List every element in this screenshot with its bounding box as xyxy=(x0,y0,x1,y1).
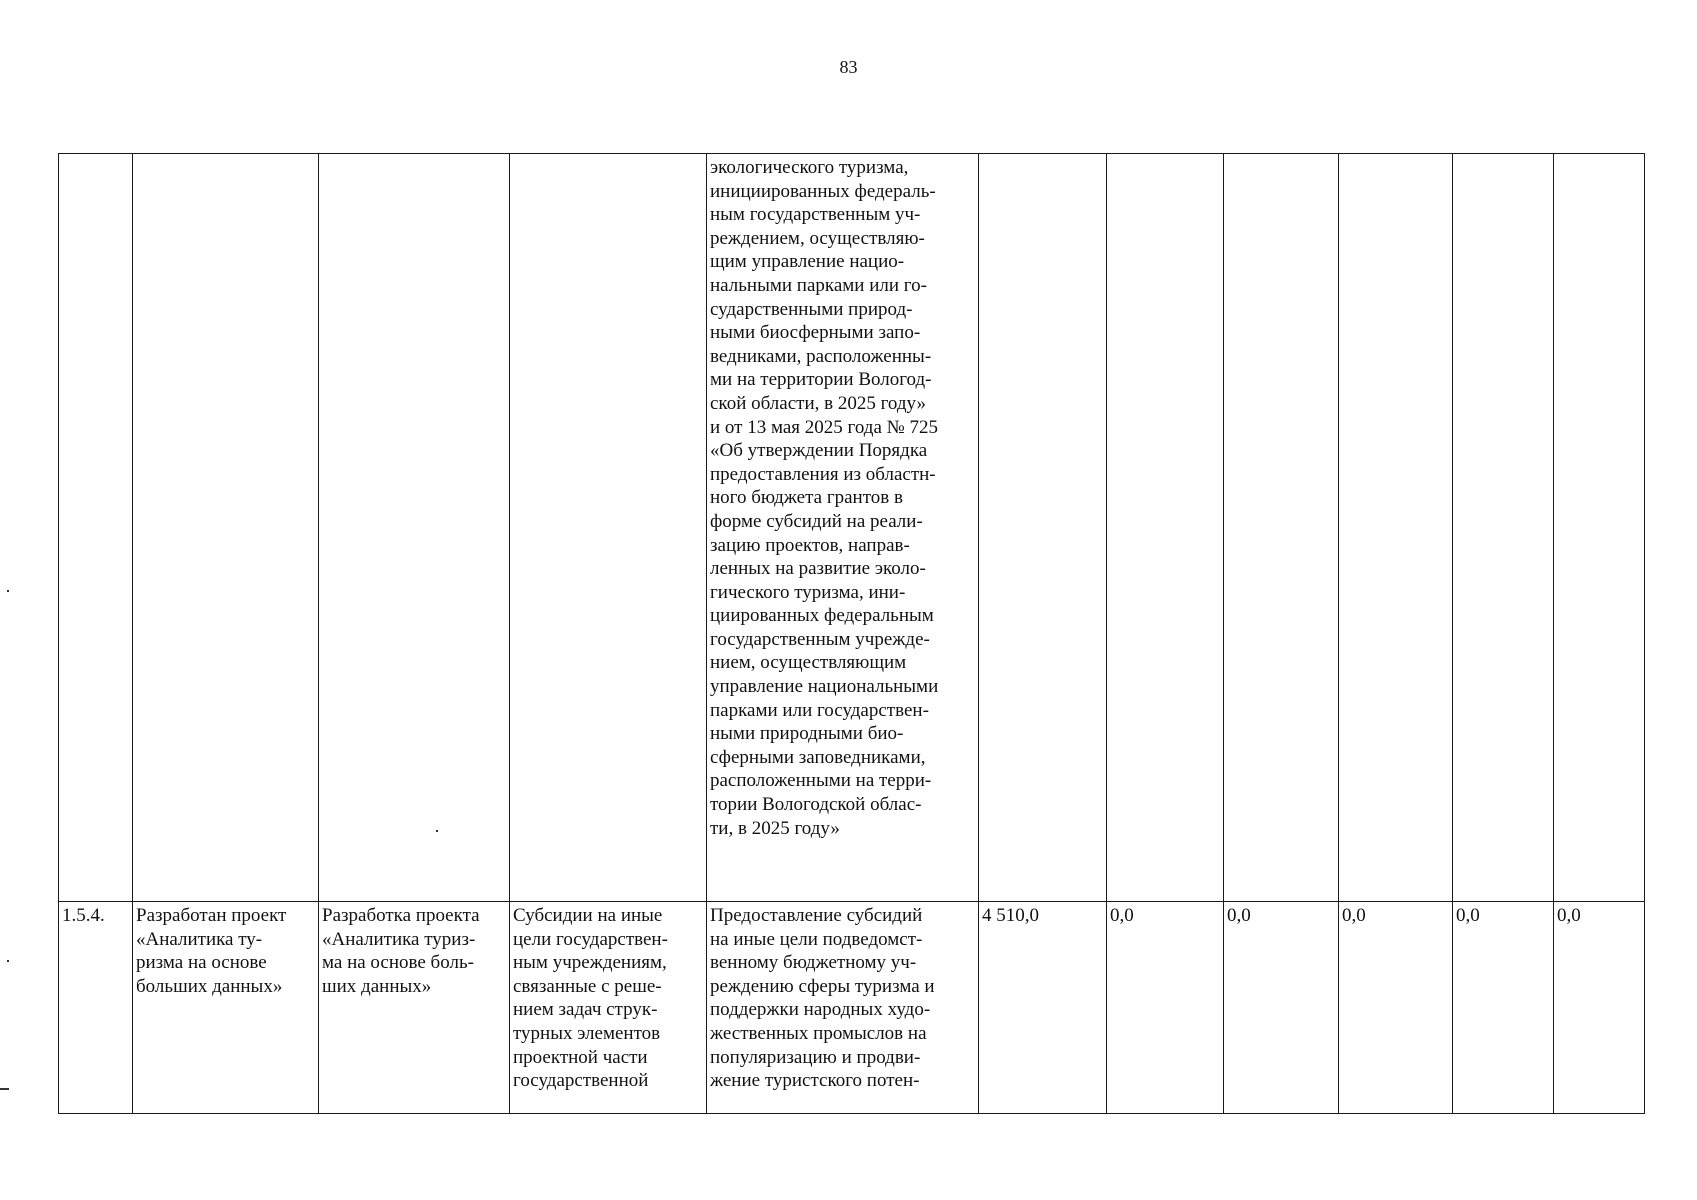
scan-artifact-dash xyxy=(0,1088,9,1090)
table-cell-event xyxy=(319,154,510,902)
table-cell-value: 4 510,0 xyxy=(979,902,1107,1114)
table-cell-event: Разработка проекта «Аналитика туриз- ма на основе боль- ших данных» xyxy=(319,902,510,1114)
table-cell-type: Субсидии на иные цели государствен- ным учреждениям, связанные с реше- нием задач струк- турных элементов проектной части государственной xyxy=(510,902,707,1114)
table-cell-value: 0,0 xyxy=(1554,902,1645,1114)
table-cell-value: 0,0 xyxy=(1339,902,1453,1114)
table-cell-value: 0,0 xyxy=(1107,902,1224,1114)
scan-artifact-dot xyxy=(7,960,9,962)
table-cell-value xyxy=(1339,154,1453,902)
table-row xyxy=(59,902,1645,1114)
table-cell-value: 0,0 xyxy=(1453,902,1554,1114)
page-number: 83 xyxy=(839,57,858,77)
scan-artifact-dot xyxy=(436,830,438,832)
table-cell-value xyxy=(1107,154,1224,902)
table-cell-description: экологического туризма, инициированных федераль- ным государственным уч- реждением, осуществляю- щим управление нацио- нальными парками или го- сударственными природ- ными биосферными запо- ведниками, расположенны- ми на территории Вологод- ской области, в 2025 году» и от 13 мая 2025 года № 725 «Об утверждении Порядка предоставления из областн- ного бюджета грантов в форме субсидий на реали- зацию проектов, направ- ленных на развитие эколо- гического туризма, ини- циированных федеральным государственным учрежде- нием, осуществляющим управление национальными парками или государствен- ными природными био- сферными заповедниками, расположенными на терри- тории Вологодской облас- ти, в 2025 году» xyxy=(707,154,979,902)
budget-table xyxy=(58,153,1645,1114)
table-cell-number: 1.5.4. xyxy=(59,902,133,1114)
table-cell-number xyxy=(59,154,133,902)
table-cell-result: Разработан проект «Аналитика ту- ризма на основе больших данных» xyxy=(133,902,319,1114)
table-cell-value xyxy=(1453,154,1554,902)
table-cell-value xyxy=(1554,154,1645,902)
table-cell-value xyxy=(1224,154,1339,902)
table-cell-result xyxy=(133,154,319,902)
table-cell-value: 0,0 xyxy=(1224,902,1339,1114)
table-row-continuation xyxy=(59,154,1645,902)
table-cell-description: Предоставление субсидий на иные цели подведомст- венному бюджетному уч- реждению сферы туризма и поддержки народных худо- жественных промыслов на популяризацию и продви- жение туристского потен- xyxy=(707,902,979,1114)
scan-artifact-dot xyxy=(7,590,9,592)
table-cell-value xyxy=(979,154,1107,902)
table-cell-type xyxy=(510,154,707,902)
